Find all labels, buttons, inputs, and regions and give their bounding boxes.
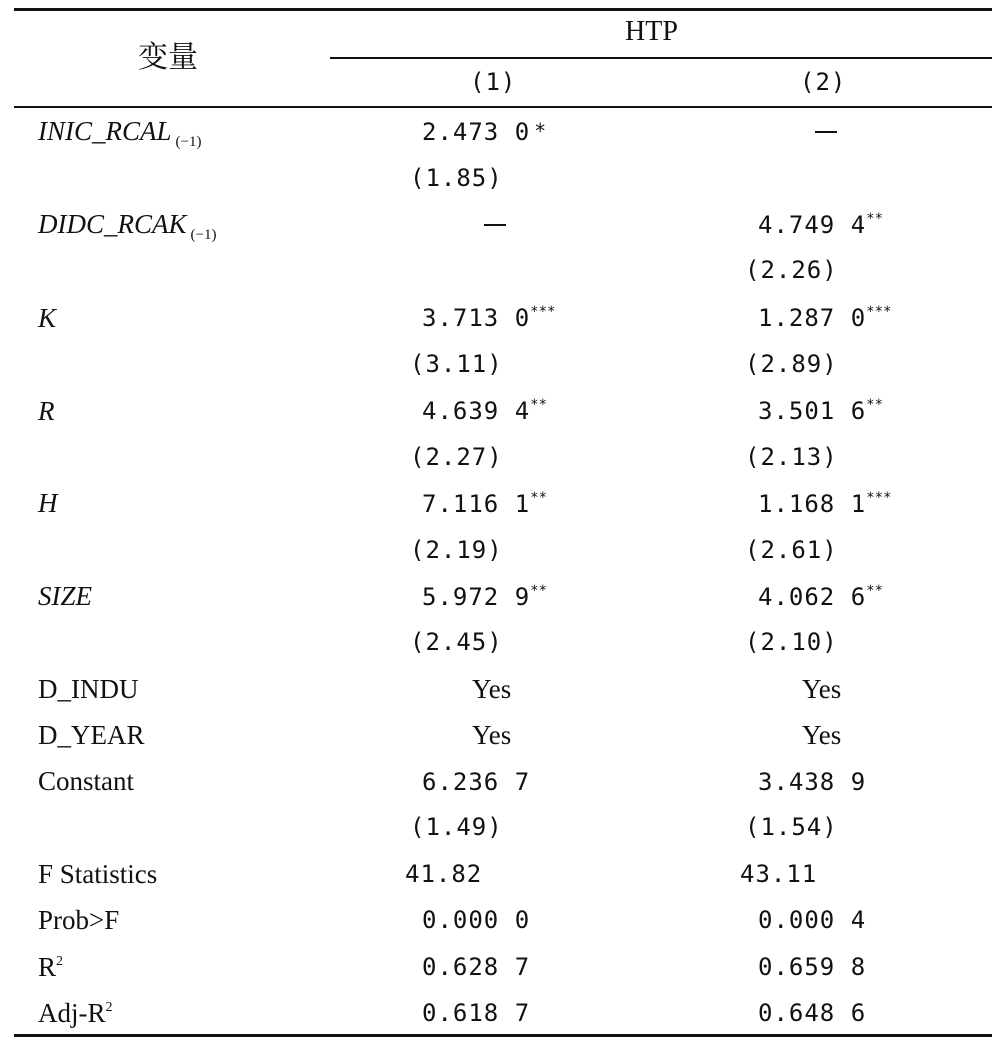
coef-r-c1: 4.639 4** bbox=[422, 397, 548, 425]
value-f-stat-c2: 43.11 bbox=[740, 860, 818, 888]
col1-header: (1) bbox=[470, 68, 517, 96]
group-underline bbox=[330, 57, 992, 59]
coef-k-c1: 3.713 0*** bbox=[422, 304, 556, 332]
tstat-didc-c2: (2.26) bbox=[745, 256, 838, 284]
row-label-prob-f: Prob>F bbox=[38, 905, 120, 935]
tstat-size-c2: (2.10) bbox=[745, 628, 838, 656]
tstat-constant-c1: (1.49) bbox=[410, 813, 503, 841]
variable-header: 变量 bbox=[138, 41, 198, 74]
tstat-h-c1: (2.19) bbox=[410, 536, 503, 564]
col2-header: (2) bbox=[800, 68, 847, 96]
row-label-r-squared: $R^2$ bbox=[38, 952, 64, 982]
value-d-indu-c2: Yes bbox=[802, 674, 842, 704]
row-label-didc-rcak: DIDC_RCAK $_{(-1)}$ bbox=[38, 209, 217, 243]
top-rule bbox=[14, 8, 992, 11]
value-r2-c1: 0.628 7 bbox=[422, 953, 531, 981]
value-prob-f-c2: 0.000 4 bbox=[758, 906, 867, 934]
coef-r-c2: 3.501 6** bbox=[758, 397, 884, 425]
value-adj-r2-c2: 0.648 6 bbox=[758, 999, 867, 1027]
tstat-k-c2: (2.89) bbox=[745, 350, 838, 378]
row-label-d-year: D_YEAR bbox=[38, 720, 145, 750]
row-label-f-statistics: F Statistics bbox=[38, 859, 158, 889]
value-prob-f-c1: 0.000 0 bbox=[422, 906, 531, 934]
header-rule bbox=[14, 106, 992, 108]
row-label-k: K bbox=[38, 303, 57, 333]
bottom-rule bbox=[14, 1034, 992, 1037]
tstat-r-c1: (2.27) bbox=[410, 443, 503, 471]
row-label-r: R bbox=[38, 396, 55, 426]
tstat-size-c1: (2.45) bbox=[410, 628, 503, 656]
coef-size-c1: 5.972 9** bbox=[422, 583, 548, 611]
row-label-adj-r-squared: Adj-$R^2$ bbox=[38, 998, 113, 1028]
value-adj-r2-c1: 0.618 7 bbox=[422, 999, 531, 1027]
coef-h-c2: 1.168 1*** bbox=[758, 490, 892, 518]
coef-size-c2: 4.062 6** bbox=[758, 583, 884, 611]
row-label-inic-rcal: INIC_RCAL $_{(-1)}$ bbox=[38, 116, 202, 150]
dash-didc-c1 bbox=[484, 224, 506, 226]
value-d-year-c1: Yes bbox=[472, 720, 512, 750]
coef-inic-c1: 2.473 0 * bbox=[422, 118, 547, 146]
tstat-k-c1: (3.11) bbox=[410, 350, 503, 378]
group-header: HTP bbox=[625, 16, 678, 47]
coef-h-c1: 7.116 1** bbox=[422, 490, 548, 518]
row-label-d-indu: D_INDU bbox=[38, 674, 139, 704]
row-label-size: SIZE bbox=[38, 581, 92, 611]
value-d-year-c2: Yes bbox=[802, 720, 842, 750]
coef-constant-c1: 6.236 7 bbox=[422, 768, 531, 796]
coef-constant-c2: 3.438 9 bbox=[758, 768, 867, 796]
value-r2-c2: 0.659 8 bbox=[758, 953, 867, 981]
row-label-h: H bbox=[38, 488, 58, 518]
value-d-indu-c1: Yes bbox=[472, 674, 512, 704]
value-f-stat-c1: 41.82 bbox=[405, 860, 483, 888]
tstat-constant-c2: (1.54) bbox=[745, 813, 838, 841]
row-label-constant: Constant bbox=[38, 766, 135, 796]
coef-didc-c2: 4.749 4** bbox=[758, 211, 884, 239]
tstat-r-c2: (2.13) bbox=[745, 443, 838, 471]
dash-inic-c2 bbox=[815, 131, 837, 133]
tstat-h-c2: (2.61) bbox=[745, 536, 838, 564]
coef-k-c2: 1.287 0*** bbox=[758, 304, 892, 332]
tstat-inic-c1: (1.85) bbox=[410, 164, 503, 192]
